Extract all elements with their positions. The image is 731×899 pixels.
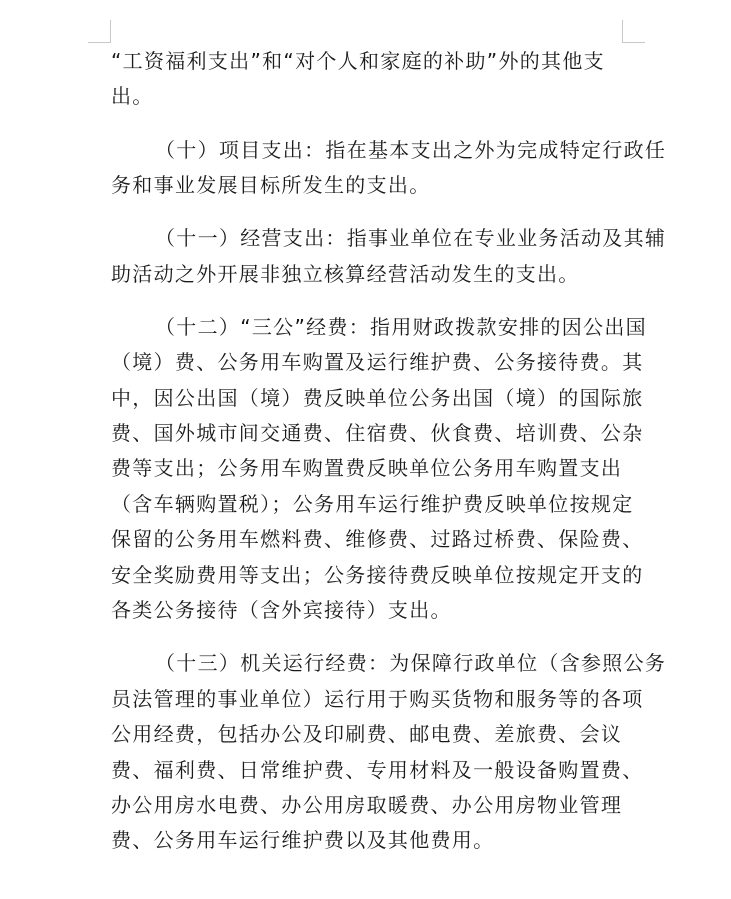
- text-line: （含车辆购置税）；公务用车运行维护费反映单位按规定: [111, 491, 634, 516]
- text-line: （十一）经营支出：指事业单位在专业业务活动及其辅: [155, 226, 667, 251]
- paragraph-other-expenditure: [111, 44, 625, 115]
- text-line: 保留的公务用车燃料费、维修费、过路过桥费、保险费、: [111, 527, 644, 552]
- text-line: 安全奖励费用等支出；公务接待费反映单位按规定开支的: [111, 562, 644, 587]
- page-margin-mark-top-right: [622, 20, 645, 43]
- text-line: 出。: [111, 84, 154, 109]
- text-line: 员法管理的事业单位）运行用于购买货物和服务等的各项: [111, 686, 644, 711]
- text-line: 办公用房水电费、办公用房取暖费、办公用房物业管理: [111, 792, 623, 817]
- text-line: （十二）“三公”经费：指用财政拨款安排的因公出国: [155, 314, 647, 339]
- paragraph-project-expenditure: [111, 133, 667, 204]
- paragraph-operating-expenditure: [111, 221, 667, 292]
- text-line: 中，因公出国（境）费反映单位公务出国（境）的国际旅: [111, 385, 644, 410]
- text-line: 费、公务用车运行维护费以及其他费用。: [111, 828, 495, 853]
- text-line: 助活动之外开展非独立核算经营活动发生的支出。: [111, 261, 580, 286]
- text-line: （境）费、公务用车购置及运行维护费、公务接待费。其: [111, 350, 644, 375]
- paragraph-agency-operating-funds: [111, 646, 667, 858]
- text-line: 各类公务接待（含外宾接待）支出。: [111, 598, 452, 623]
- text-line: 费、国外城市间交通费、住宿费、伙食费、培训费、公杂: [111, 421, 644, 446]
- document-body[interactable]: [111, 44, 667, 859]
- paragraph-three-public-expenses: [111, 310, 647, 629]
- text-line: 务和事业发展目标所发生的支出。: [111, 173, 431, 198]
- text-line: （十）项目支出：指在基本支出之外为完成特定行政任: [155, 137, 667, 162]
- text-line: （十三）机关运行经费：为保障行政单位（含参照公务: [155, 651, 667, 676]
- page-margin-mark-top-left: [88, 20, 111, 43]
- text-line: 费、福利费、日常维护费、专用材料及一般设备购置费、: [111, 757, 644, 782]
- text-line: “工资福利支出”和“对个人和家庭的补助”外的其他支: [111, 49, 605, 73]
- text-line: 费等支出；公务用车购置费反映单位公务用车购置支出: [111, 456, 623, 481]
- text-line: 公用经费，包括办公及印刷费、邮电费、差旅费、会议: [111, 722, 623, 747]
